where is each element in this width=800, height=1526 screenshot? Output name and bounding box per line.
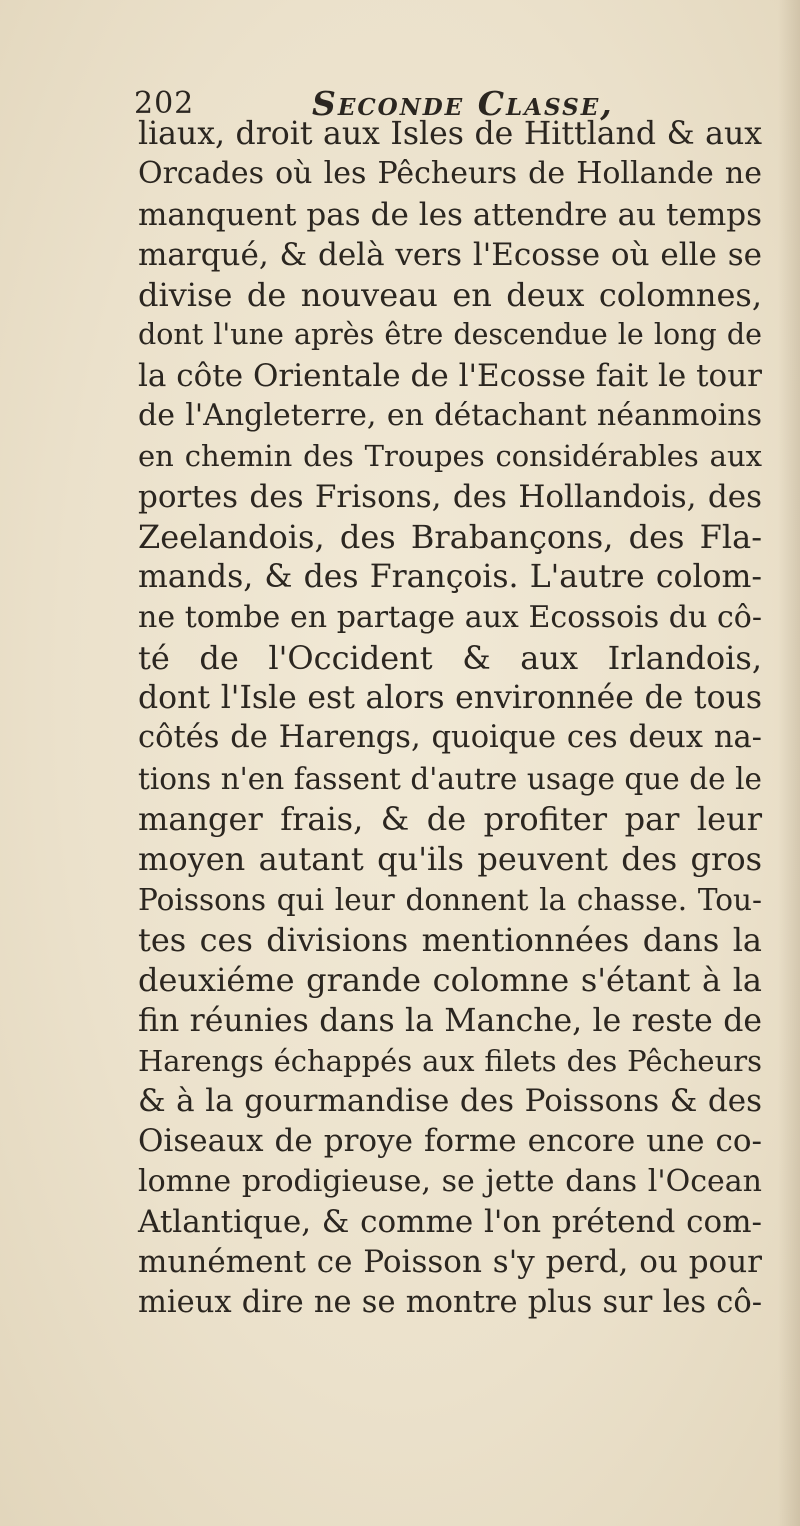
text-line: en chemin des Troupes considérables aux (138, 439, 762, 474)
text-line: moyen autant qu'ils peuvent des gros (138, 840, 762, 879)
text-line: mieux dire ne se montre plus sur les cô- (138, 1284, 762, 1320)
text-line: de l'Angleterre, en détachant néanmoins (138, 398, 762, 434)
text-line: lomne prodigieuse, se jette dans l'Ocean (138, 1163, 762, 1199)
text-line: ne tombe en partage aux Ecossois du cô- (138, 599, 762, 635)
text-line: munément ce Poisson s'y perd, ou pour (138, 1244, 762, 1281)
text-line: la côte Orientale de l'Ecosse fait le tour (138, 357, 762, 394)
body-text (138, 114, 762, 1323)
text-line: Oiseaux de proye forme encore une co- (138, 1123, 762, 1160)
text-line: mands, & des François. L'autre colom- (138, 559, 762, 596)
text-line: Atlantique, & comme l'on prétend com- (138, 1204, 762, 1241)
text-line: côtés de Harengs, quoique ces deux na- (138, 720, 762, 756)
text-line: té de l'Occident & aux Irlandois, (138, 638, 762, 677)
text-line: Poissons qui leur donnent la chasse. Tou- (138, 882, 762, 917)
page-number: 202 (134, 86, 195, 121)
text-line: manger frais, & de profiter par leur (138, 800, 762, 839)
text-line: divise de nouveau en deux colomnes, (138, 276, 762, 315)
text-line: dont l'Isle est alors environnée de tous (138, 680, 762, 717)
text-line: deuxiéme grande colomne s'étant à la (138, 961, 762, 1000)
text-line: Orcades où les Pêcheurs de Hollande ne (138, 156, 762, 192)
text-line: Harengs échappés aux filets des Pêcheurs (138, 1043, 762, 1078)
text-line: tes ces divisions mentionnées dans la (138, 920, 762, 959)
running-title: Seconde Classe, (312, 84, 614, 123)
text-line: marqué, & delà vers l'Ecosse où elle se (138, 236, 762, 273)
text-line: dont l'une après être descendue le long de (138, 318, 762, 352)
text-line: tions n'en fassent d'autre usage que de le (138, 761, 762, 796)
text-line: portes des Frisons, des Hollandois, des (138, 478, 762, 515)
text-line: liaux, droit aux Isles de Hittland & aux (138, 116, 762, 152)
text-line: fin réunies dans la Manche, le reste de (138, 1002, 762, 1039)
text-line: Zeelandois, des Brabançons, des Fla- (138, 517, 762, 556)
page-edge-shadow (778, 0, 800, 1526)
text-line: manquent pas de les attendre au temps (138, 196, 762, 233)
text-line: & à la gourmandise des Poissons & des (138, 1083, 762, 1120)
